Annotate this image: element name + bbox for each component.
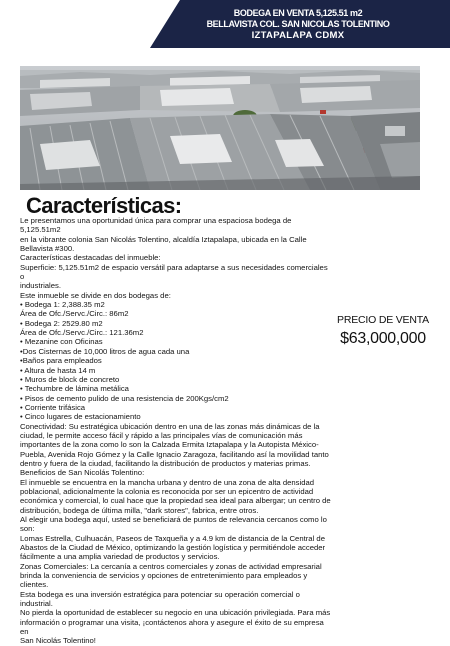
aerial-photo-illustration xyxy=(20,66,420,190)
description-line: Zonas Comerciales: La cercanía a centros comerciales y zonas de actividad empresarial xyxy=(20,561,322,571)
header-title xyxy=(186,8,410,41)
description-line: ciudad, le permite acceso fácil y rápido a las principales vías de comunicación más xyxy=(20,430,303,440)
description-line: Características destacadas del inmueble: xyxy=(20,253,161,263)
description-line: en la vibrante colonia San Nicolás Tolentino, alcaldía Iztapalapa, ubicada en la Calle xyxy=(20,234,307,244)
description-line: poblacional, adicionalmente la colonia es reconocida por ser un epicentro de actividad xyxy=(20,486,314,496)
description-line: • Mezanine con Oficinas xyxy=(20,337,103,347)
description-line: Superficie: 5,125.51m2 de espacio versátil para adaptarse a sus necesidades comerciales o xyxy=(20,262,328,282)
description-line: Beneficios de San Nicolás Tolentino: xyxy=(20,468,145,478)
description-line: Abastos de la Ciudad de México, optimizando la gestión logística y permitiéndole acceder xyxy=(20,543,326,553)
description-line: Le presentamos una oportunidad única para comprar una espaciosa bodega de 5,125.51m2 xyxy=(20,216,292,235)
description-line: económica y comercial, lo cual hace que la propiedad sea ideal para albergar; un centro de xyxy=(20,496,331,506)
description-line: • Bodega 2: 2529.80 m2 xyxy=(20,318,103,328)
description-line: • Pisos de cemento pulido de una resistencia de 200Kgs/cm2 xyxy=(20,393,229,403)
description-line: • Bodega 1: 2,388.35 m2 xyxy=(20,300,105,310)
description-line: No pierda la oportunidad de establecer su negocio en una ubicación privilegiada. Para más xyxy=(20,608,331,618)
description-line: San Nicolás Tolentino! xyxy=(20,636,96,646)
description-line: fácilmente a una amplia variedad de productos y servicios. xyxy=(20,552,220,562)
description-line: importantes de la zona como lo son la Calzada Ermita Iztapalapa y la Autopista México- xyxy=(20,440,319,450)
description-line: brinda la conveniencia de servicios y opciones de entretenimiento para empleados y xyxy=(20,571,308,581)
description-line: Al elegir una bodega aquí, usted se beneficiará de puntos de relevancia cercanos como lo xyxy=(20,515,327,524)
price-label: PRECIO DE VENTA xyxy=(337,314,429,326)
description-line: Esta bodega es una inversión estratégica para potenciar su operación comercial o industrial. xyxy=(20,589,300,609)
description-line: Lomas Estrella, Culhuacán, Paseos de Taxqueña y a 4.9 km de distancia de la Central de xyxy=(20,533,325,543)
description-line: industriales. xyxy=(20,281,62,291)
header-line-3: IZTAPALAPA CDMX xyxy=(251,30,345,41)
property-description xyxy=(20,216,332,646)
description-line: distribución, bodega de última milla, "dark stores", fabrica, entre otros. xyxy=(20,505,259,515)
description-line: clientes. xyxy=(20,580,49,590)
description-line: Área de Ofc./Servc./Circ.: 86m2 xyxy=(20,309,129,319)
description-line: información o programar una visita, ¡contáctenos ahora y asegure el éxito de su empresa en xyxy=(20,617,324,637)
description-line: Este inmueble se divide en dos bodegas de: xyxy=(20,290,171,300)
description-line: dentro y fuera de la ciudad, facilitando la distribución de productos y materias primas. xyxy=(20,458,311,468)
description-line: Puebla, Avenida Rojo Gómez y la Calle Ignacio Zaragoza, facilitando así la movilidad tanto xyxy=(20,449,329,459)
description-line: • Corriente trifásica xyxy=(20,402,86,412)
description-line: •Baños para empleados xyxy=(20,356,102,366)
description-line: Bellavista #300. xyxy=(20,244,75,254)
description-line: • Techumbre de lámina metálica xyxy=(20,384,129,394)
header-line-2: BELLAVISTA COL. SAN NICOLAS TOLENTINO xyxy=(206,19,390,29)
price-value: $63,000,000 xyxy=(340,330,426,347)
aerial-warehouse-photo xyxy=(20,66,420,190)
description-line: •Dos Cisternas de 10,000 litros de agua cada una xyxy=(20,346,190,356)
description-line: • Muros de block de concreto xyxy=(20,374,120,384)
description-line: Área de Ofc./Servc./Circ.: 121.36m2 xyxy=(20,328,144,338)
header-line-1: BODEGA EN VENTA 5,125.51 m2 xyxy=(233,8,363,18)
description-line: son: xyxy=(20,524,35,534)
description-line: Conectividad: Su estratégica ubicación dentro en una de las zonas más dinámicas de la xyxy=(20,421,320,431)
description-line: • Altura de hasta 14 m xyxy=(20,365,96,375)
section-title: Características: xyxy=(26,193,182,218)
price-block xyxy=(333,314,433,348)
description-line: • Cinco lugares de estacionamiento xyxy=(20,412,141,422)
description-line: El inmueble se encuentra en la mancha urbana y dentro de una zona de alta densidad xyxy=(20,477,315,487)
